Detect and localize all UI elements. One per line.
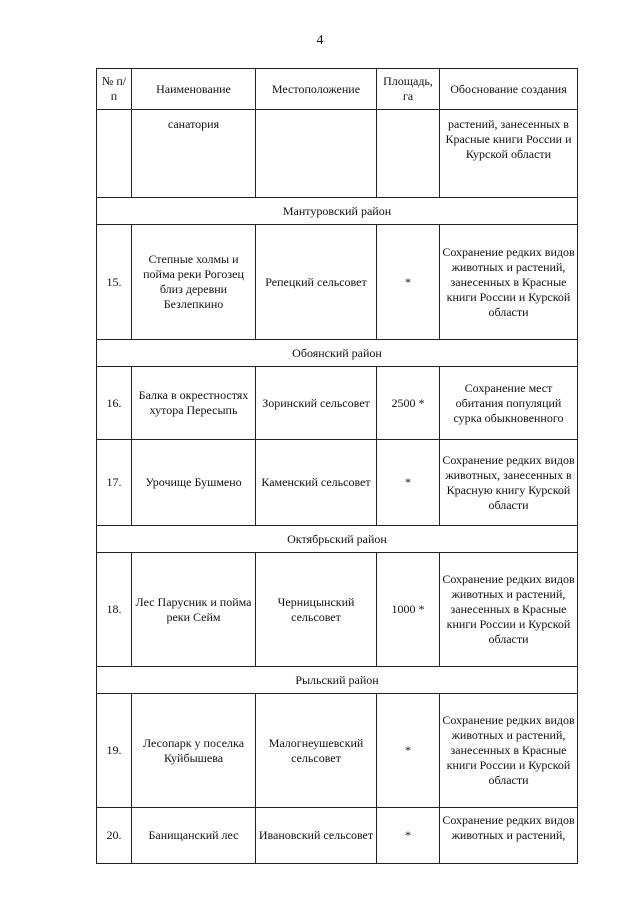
district-row: [97, 198, 578, 225]
table-row: [97, 808, 578, 864]
cell-name: Лесопарк у поселка Куйбышева: [132, 694, 256, 808]
cell-area: *: [377, 440, 440, 526]
cell-name: Балка в окрестностях хутора Пересыпь: [132, 367, 256, 440]
table-header-row: [97, 69, 578, 110]
cell-num: 17.: [97, 440, 132, 526]
cell-location: [256, 110, 377, 198]
cell-location: Зоринский сельсовет: [256, 367, 377, 440]
protected-areas-table: [96, 68, 578, 864]
district-oboyansky: Обоянский район: [97, 340, 578, 367]
table-row: [97, 440, 578, 526]
cell-num: 18.: [97, 553, 132, 667]
header-location: Местоположение: [256, 69, 377, 110]
cell-name: Банищанский лес: [132, 808, 256, 864]
cell-num: 19.: [97, 694, 132, 808]
cell-name: Урочище Бушмено: [132, 440, 256, 526]
cell-basis: Сохранение редких видов животных и растений, занесенных в Красные книги России и Курской области: [440, 553, 578, 667]
cell-basis: Сохранение редких видов животных и растений, занесенных в Красные книги России и Курской области: [440, 694, 578, 808]
cell-area: 2500 *: [377, 367, 440, 440]
table-row-continuation: [97, 110, 578, 198]
table-row: [97, 225, 578, 340]
cell-num: 16.: [97, 367, 132, 440]
header-name: Наименование: [132, 69, 256, 110]
table-row: [97, 553, 578, 667]
cell-name: Степные холмы и пойма реки Рогозец близ деревни Безлепкино: [132, 225, 256, 340]
cell-location: Ивановский сельсовет: [256, 808, 377, 864]
table-row: [97, 367, 578, 440]
cell-area: *: [377, 694, 440, 808]
table-row: [97, 694, 578, 808]
district-rylsky: Рыльский район: [97, 667, 578, 694]
cell-basis: Сохранение редких видов животных и растений, занесенных в Красные книги России и Курской области: [440, 225, 578, 340]
cell-location: Малогнеушевский сельсовет: [256, 694, 377, 808]
page-number: 4: [316, 33, 324, 48]
cell-name: санатория: [132, 110, 256, 198]
district-row: [97, 340, 578, 367]
cell-area: [377, 110, 440, 198]
cell-basis: Сохранение редких видов животных и растений,: [440, 808, 578, 864]
cell-basis: Сохранение редких видов животных, занесенных в Красную книгу Курской области: [440, 440, 578, 526]
cell-area: *: [377, 225, 440, 340]
cell-num: 15.: [97, 225, 132, 340]
cell-location: Репецкий сельсовет: [256, 225, 377, 340]
district-row: [97, 526, 578, 553]
cell-name: Лес Парусник и пойма реки Сейм: [132, 553, 256, 667]
cell-area: 1000 *: [377, 553, 440, 667]
cell-location: Черницынский сельсовет: [256, 553, 377, 667]
header-area: Площадь, га: [377, 69, 440, 110]
cell-basis: Сохранение мест обитания популяций сурка обыкновенного: [440, 367, 578, 440]
header-num: № п/п: [97, 69, 132, 110]
cell-area: *: [377, 808, 440, 864]
district-row: [97, 667, 578, 694]
header-basis: Обоснование создания: [440, 69, 578, 110]
cell-location: Каменский сельсовет: [256, 440, 377, 526]
cell-num: 20.: [97, 808, 132, 864]
cell-basis: растений, занесенных в Красные книги России и Курской области: [440, 110, 578, 198]
district-oktyabrsky: Октябрьский район: [97, 526, 578, 553]
cell-num: [97, 110, 132, 198]
district-manturovsky: Мантуровский район: [97, 198, 578, 225]
